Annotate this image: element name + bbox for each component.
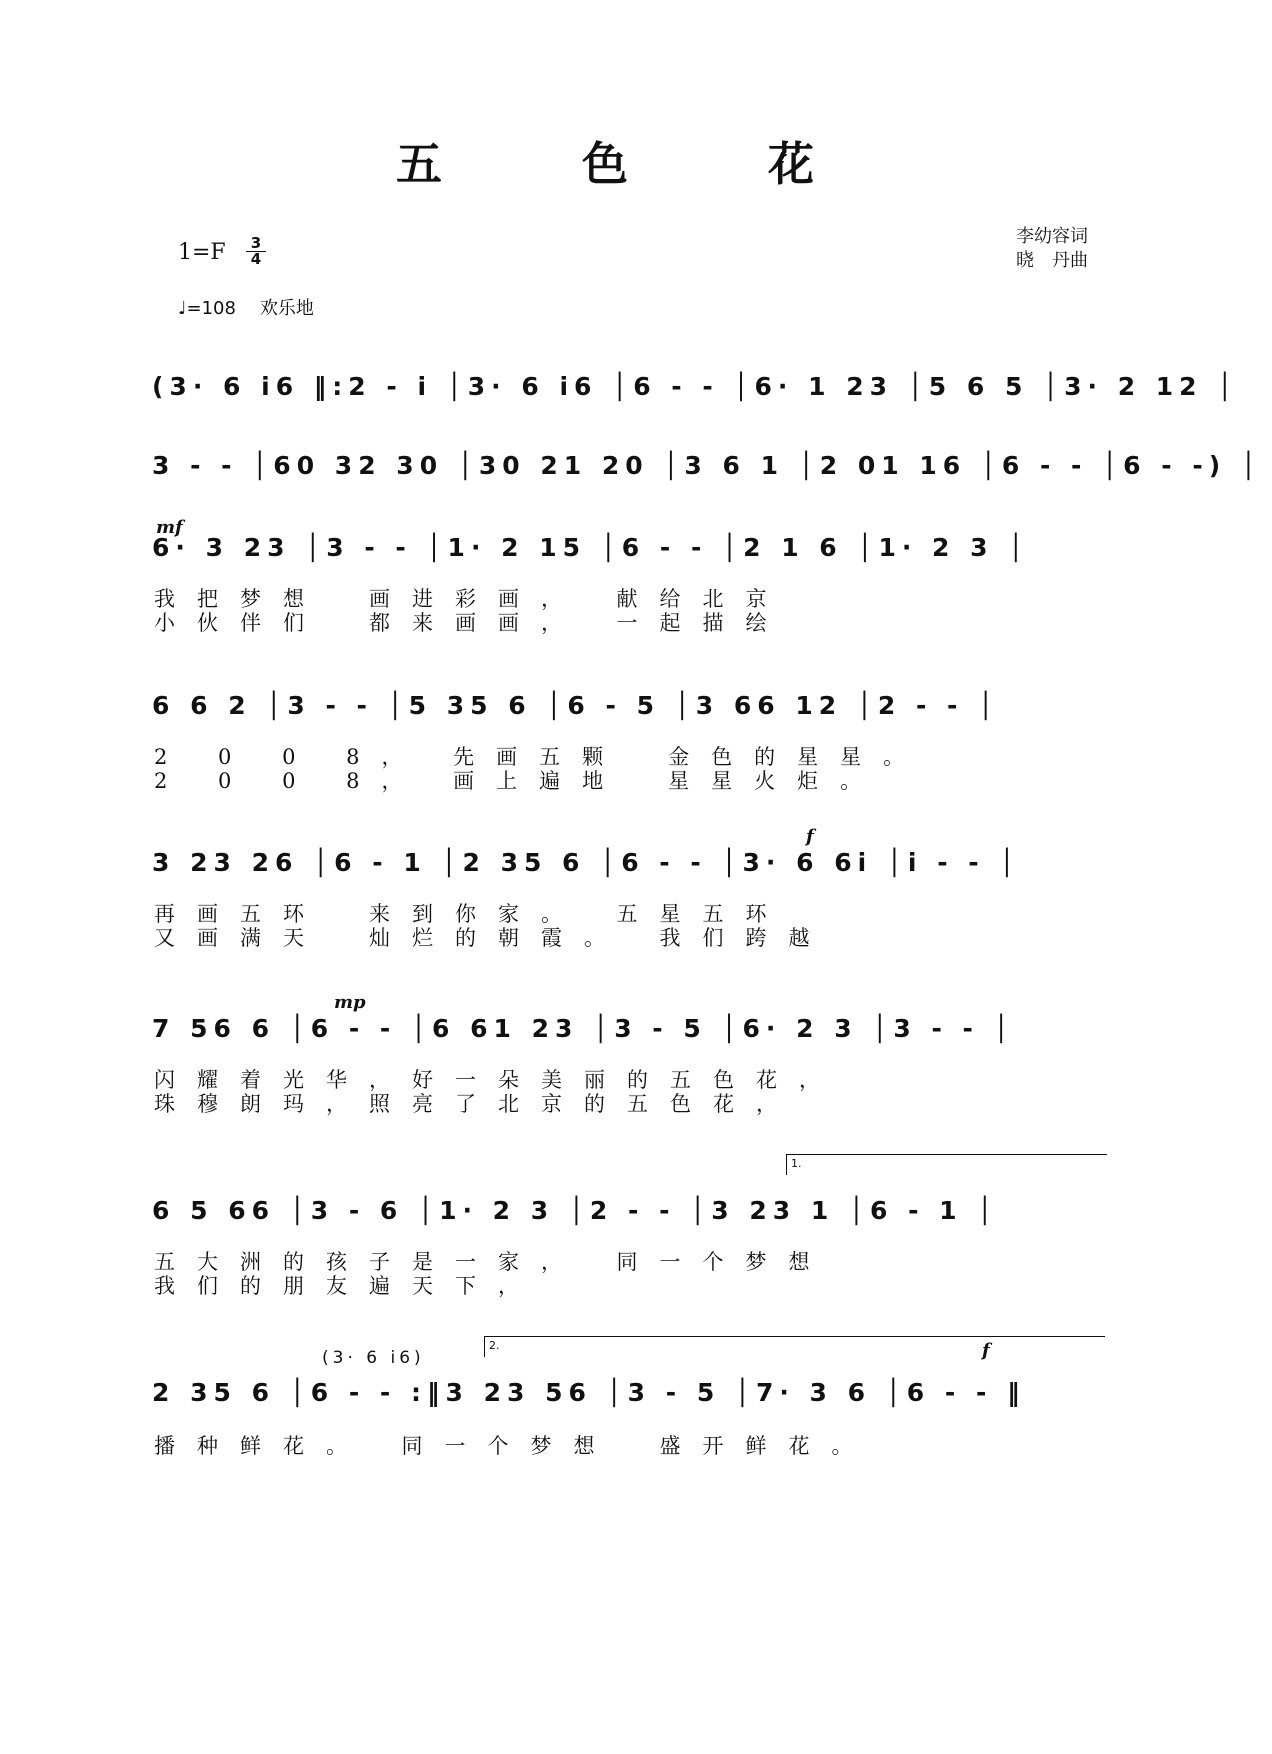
- score-row-3: [0, 517, 1272, 665]
- volta-label: 1.: [791, 1157, 802, 1170]
- lyrics-verse-1: 2 0 0 8， 先画五颗 金色的星星。: [154, 745, 927, 769]
- notation-line: 6 5 66 │3 - 6 │1· 2 3 │2 - - │3 23 1 │6 - 1 │: [152, 1196, 999, 1225]
- notation-line: 6 6 2 │3 - - │5 35 6 │6 - 5 │3 66 12 │2 - - │: [152, 691, 1000, 720]
- time-signature-numerator: 3: [246, 236, 266, 252]
- tempo-value: ♩=108: [178, 298, 236, 319]
- dynamic-mark: mf: [156, 517, 183, 538]
- lyrics-verse-2: 又画满天 灿烂的朝霞。 我们跨越: [154, 926, 832, 950]
- notation-line: 3 23 26 │6 - 1 │2 35 6 │6 - - │3· 6 6i │i - - │: [152, 848, 1021, 877]
- expression-text: 欢乐地: [259, 298, 314, 319]
- lyrics-verse-1: 再画五环 来到你家。 五星五环: [154, 902, 789, 926]
- score-row-8: [0, 1339, 1272, 1510]
- lyrics-verse-1: 我把梦想 画进彩画， 献给北京: [154, 587, 789, 611]
- lyrics-verse-1: 五大洲的孩子是一家， 同一个梦想: [154, 1250, 832, 1274]
- notation-line: (3· 6 i6 ‖:2 - i │3· 6 i6 │6 - - │6· 1 23 │5 6 5 │3· 2 12 │: [152, 372, 1239, 401]
- tempo-marking: [178, 294, 314, 320]
- volta-bracket-1: [786, 1154, 1107, 1175]
- volta-bracket-2: [484, 1336, 1105, 1357]
- lyrics-verse-1: 播种鲜花。 同一个梦想 盛开鲜花。: [154, 1434, 875, 1458]
- score-row-5: [0, 826, 1272, 980]
- dynamic-mark: mp: [334, 992, 366, 1013]
- song-title: 五 色 花: [395, 137, 877, 191]
- key-signature: 1=F: [178, 240, 226, 265]
- lyrics-verse-2: 小伙伴们 都来画画， 一起描绘: [154, 611, 789, 635]
- small-notation: (3· 6 i6): [322, 1348, 425, 1368]
- notation-line: 2 35 6 │6 - - :‖3 23 56 │3 - 5 │7· 3 6 │6 - - ‖: [152, 1378, 1026, 1407]
- time-signature: [246, 236, 266, 267]
- score-row-4: [0, 683, 1272, 823]
- notation-line: 3 - - │60 32 30 │30 21 20 │3 6 1 │2 01 16 │6 - - │6 - -) │: [152, 451, 1262, 480]
- dynamic-mark: f: [806, 826, 814, 847]
- notation-line: 6· 3 23 │3 - - │1· 2 15 │6 - - │2 1 6 │1· 2 3 │: [152, 533, 1030, 562]
- composer-credit: 晓 丹曲: [1016, 250, 1088, 271]
- score-row-7: [0, 1157, 1272, 1328]
- score-row-6: [0, 992, 1272, 1146]
- time-signature-denominator: 4: [250, 250, 262, 268]
- dynamic-mark: f: [982, 1340, 990, 1361]
- lyrics-verse-2: 我们的朋友遍天下，: [154, 1274, 541, 1298]
- lyricist-credit: 李幼容词: [1016, 226, 1088, 247]
- notation-line: 7 56 6 │6 - - │6 61 23 │3 - 5 │6· 2 3 │3 - - │: [152, 1014, 1015, 1043]
- volta-label: 2.: [489, 1339, 500, 1352]
- lyrics-verse-1: 闪耀着光华，好一朵美丽的五色花，: [154, 1068, 842, 1092]
- lyrics-verse-2: 珠穆朗玛，照亮了北京的五色花，: [154, 1092, 799, 1116]
- lyrics-verse-2: 2 0 0 8， 画上遍地 星星火炬。: [154, 769, 884, 793]
